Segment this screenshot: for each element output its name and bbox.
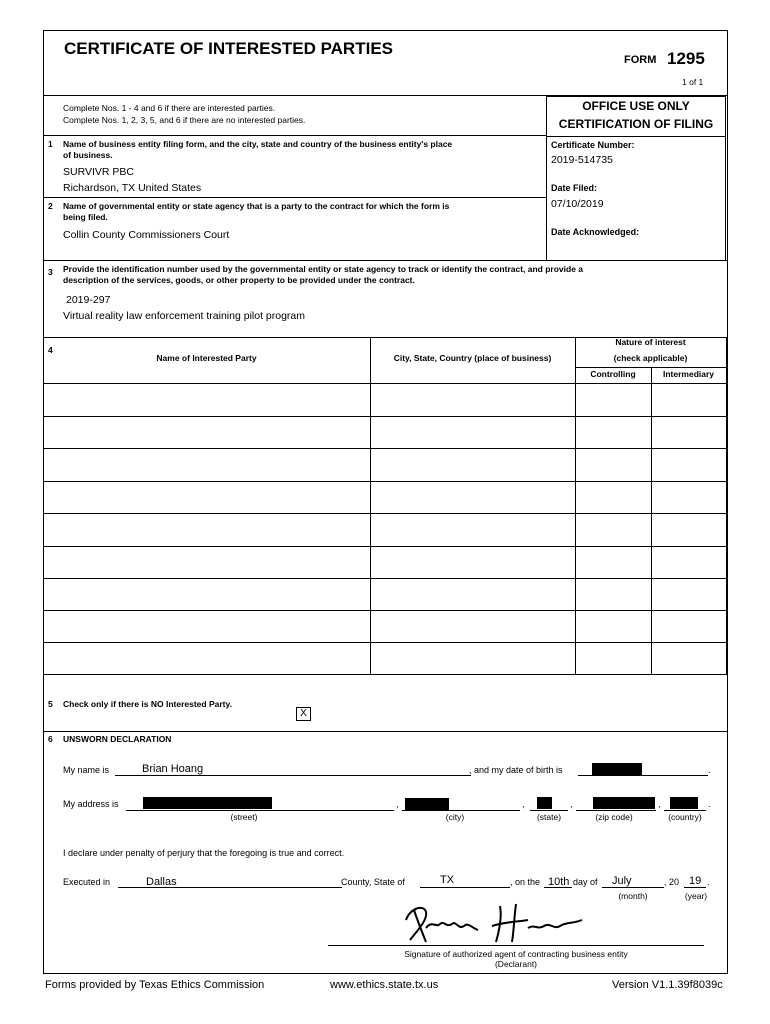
section1-top-line <box>43 135 546 136</box>
section1-label-line-2: of business. <box>63 150 113 160</box>
address-comma-3: , <box>570 799 573 809</box>
name-prefix: My name is <box>63 765 110 775</box>
contract-id-value: 2019-297 <box>66 294 111 306</box>
signature-line <box>328 945 704 946</box>
section2-number: 2 <box>48 201 53 211</box>
county-field[interactable]: Dallas <box>146 876 177 888</box>
form-label: FORM <box>624 54 657 66</box>
caption-year: (year) <box>684 891 708 901</box>
unsworn-declaration-title: UNSWORN DECLARATION <box>63 734 172 744</box>
table-row <box>43 610 726 611</box>
dob-redaction <box>592 763 642 775</box>
dob-underline <box>578 775 708 776</box>
date-filed-value: 07/10/2019 <box>551 198 604 210</box>
table-row <box>43 578 726 579</box>
address-prefix: My address is <box>63 799 119 809</box>
contract-description-value: Virtual reality law enforcement training pilot program <box>63 310 306 322</box>
table-row <box>43 546 726 547</box>
declarant-caption: (Declarant) <box>494 959 538 969</box>
col-divider-1 <box>370 337 371 674</box>
day-of-label: day of <box>573 877 598 887</box>
table-row <box>43 513 726 514</box>
address-period: . <box>708 799 711 809</box>
state-underline <box>530 810 568 811</box>
date-acknowledged-label: Date Acknowledged: <box>551 227 640 237</box>
no-interested-party-label: Check only if there is NO Interested Party. <box>63 699 232 709</box>
year-field[interactable]: 19 <box>689 875 702 887</box>
caption-city: (city) <box>445 812 465 822</box>
city-underline <box>402 810 520 811</box>
col-divider-3 <box>651 367 652 674</box>
col-header-city: City, State, Country (place of business) <box>393 353 552 363</box>
address-comma-1: , <box>396 799 399 809</box>
caption-zip: (zip code) <box>595 812 633 822</box>
no-interested-party-checkbox[interactable]: X <box>296 707 311 721</box>
on-the-label: , on the <box>510 877 541 887</box>
col-header-name: Name of Interested Party <box>156 353 257 363</box>
col-header-nature-2: (check applicable) <box>613 353 688 363</box>
section2-label-line-2: being filed. <box>63 212 108 222</box>
city-redaction <box>405 798 449 810</box>
caption-month: (month) <box>618 891 648 901</box>
section2-top-line <box>43 197 546 198</box>
form-title: CERTIFICATE OF INTERESTED PARTIES <box>64 39 393 58</box>
section3-label-line-1: Provide the identification number used by the governmental entity or state agency to track or identify the contract, and provide a <box>63 264 584 274</box>
declarant-name-field[interactable]: Brian Hoang <box>142 763 204 775</box>
caption-state: (state) <box>536 812 562 822</box>
country-redaction <box>670 797 698 809</box>
footer-provider: Forms provided by Texas Ethics Commission <box>45 979 265 991</box>
state-of-underline <box>420 887 510 888</box>
office-use-divider <box>546 136 726 137</box>
section3-number: 3 <box>48 267 53 277</box>
street-underline <box>126 810 394 811</box>
street-redaction <box>143 797 272 809</box>
section6-number: 6 <box>48 734 53 744</box>
instructions-line-1: Complete Nos. 1 - 4 and 6 if there are interested parties. <box>63 103 276 113</box>
footer-website[interactable]: www.ethics.state.tx.us <box>330 979 439 991</box>
declaration-text: I declare under penalty of perjury that the foregoing is true and correct. <box>63 848 345 858</box>
state-field[interactable]: TX <box>440 874 455 886</box>
day-field[interactable]: 10th <box>548 876 570 888</box>
section5-number: 5 <box>48 699 53 709</box>
table-row <box>43 448 726 449</box>
section4-number: 4 <box>48 345 53 355</box>
zip-redaction <box>593 797 655 809</box>
governmental-entity-name: Collin County Commissioners Court <box>63 229 230 241</box>
form-number: 1295 <box>667 49 705 68</box>
certification-title: CERTIFICATION OF FILING <box>558 117 714 131</box>
date-filed-label: Date Filed: <box>551 183 598 193</box>
office-use-title: OFFICE USE ONLY <box>582 99 690 113</box>
col-header-nature-1: Nature of interest <box>615 337 686 347</box>
certificate-number-label: Certificate Number: <box>551 140 635 150</box>
dob-label: , and my date of birth is <box>469 765 563 775</box>
section2-label-line-1: Name of governmental entity or state agency that is a party to the contract for which the form is <box>63 201 450 211</box>
state-redaction <box>537 797 552 809</box>
col-divider-2 <box>575 337 576 674</box>
executed-prefix: Executed in <box>63 877 111 887</box>
table-row <box>43 383 726 384</box>
col-divider-right <box>726 337 727 674</box>
section6-top-line <box>43 731 728 732</box>
caption-street: (street) <box>230 812 258 822</box>
section3-label-line-2: description of the services, goods, or other property to be provided under the contract. <box>63 275 415 285</box>
table-row <box>43 416 726 417</box>
country-underline <box>664 810 706 811</box>
business-entity-name: SURVIVR PBC <box>63 166 134 178</box>
caption-country: (country) <box>668 812 702 822</box>
table-bottom-line <box>43 674 728 675</box>
certificate-number-value: 2019-514735 <box>551 154 613 166</box>
zip-underline <box>576 810 656 811</box>
year-comma: . <box>707 877 710 887</box>
address-comma-4: , <box>658 799 661 809</box>
instructions-line-2: Complete Nos. 1, 2, 3, 5, and 6 if there are no interested parties. <box>63 115 306 125</box>
table-row <box>43 642 726 643</box>
footer-version: Version V1.1.39f8039c <box>612 979 723 991</box>
section1-number: 1 <box>48 139 53 149</box>
year-prefix: , 20 <box>664 877 680 887</box>
business-entity-location: Richardson, TX United States <box>63 182 202 194</box>
col-header-controlling: Controlling <box>590 369 636 379</box>
address-comma-2: , <box>522 799 525 809</box>
page-indicator: 1 of 1 <box>682 77 704 87</box>
dob-period: . <box>708 765 711 775</box>
table-row <box>43 481 726 482</box>
section3-top-line <box>43 260 728 261</box>
signature-caption: Signature of authorized agent of contracting business entity <box>404 949 628 959</box>
county-label: County, State of <box>341 877 405 887</box>
signature-image <box>396 898 586 948</box>
section1-label-line-1: Name of business entity filing form, and the city, state and country of the business entity's place <box>63 139 453 149</box>
col-header-intermediary: Intermediary <box>662 369 715 379</box>
month-field[interactable]: July <box>612 875 632 887</box>
